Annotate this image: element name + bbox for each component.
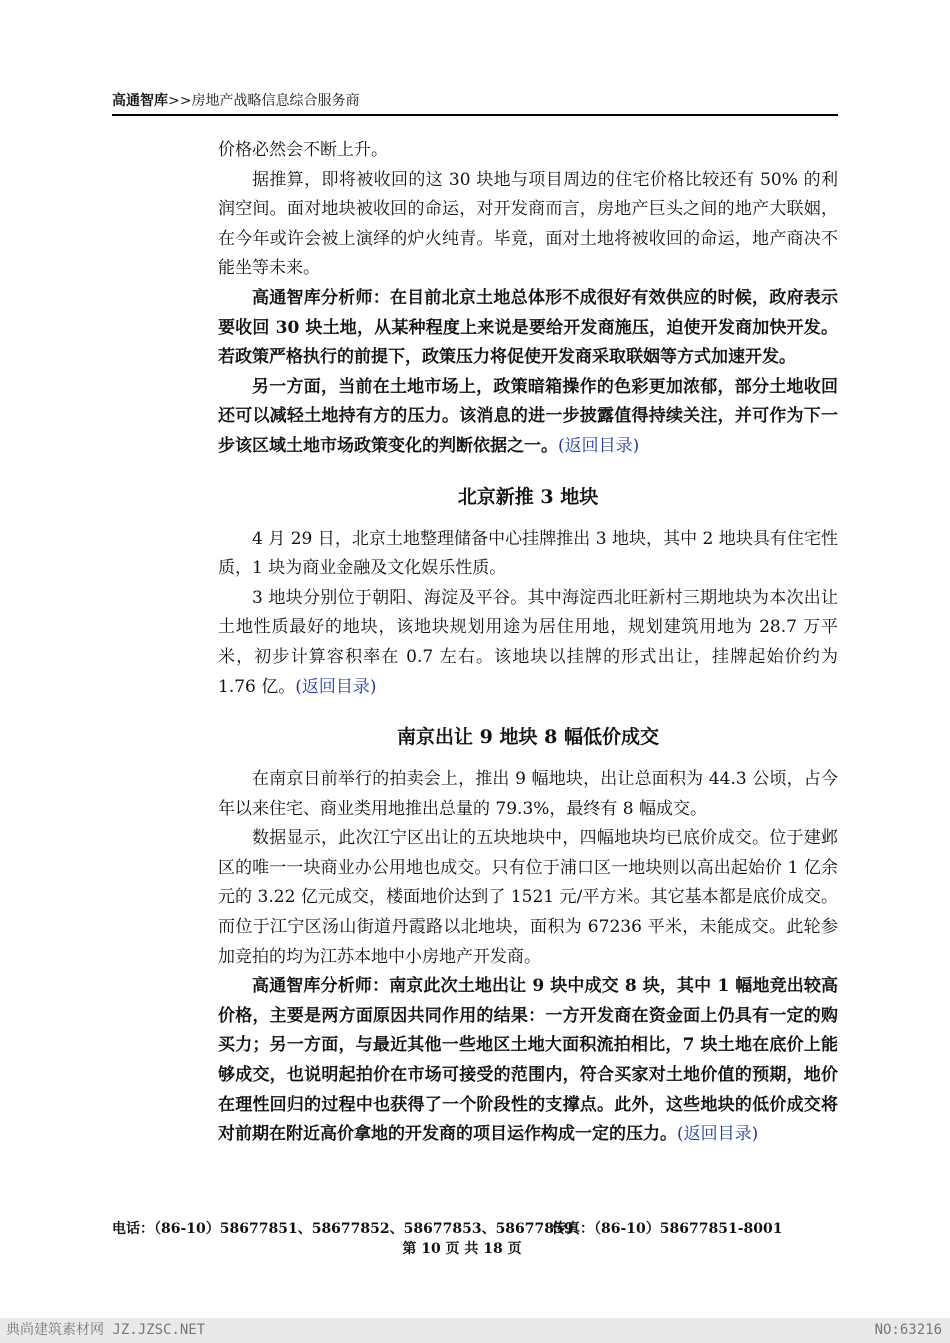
page-number: 第 10 页 共 18 页 — [402, 1241, 522, 1257]
watermark-left: 典尚建筑素材网 JZ.JZSC.NET — [6, 1322, 206, 1338]
header-separator: >> — [168, 93, 192, 109]
beijing-paragraph-2 — [218, 584, 838, 702]
nanjing-paragraph-2: 数据显示，此次江宁区出让的五块地块中，四幅地块均已底价成交。位于建邺区的唯一一块商业办公用地也成交。只有位于浦口区一地块则以高出起始价 1 亿余元的 3.22 亿元成交，楼面地价达到了 1521 元/平方米。其它基本都是底价成交。而位于江宁区汤山街道丹霞路以北地块，面积为 67236 平米，未能成交。此轮参加竞拍的均为江苏本地中小房地产开发商。 — [218, 828, 838, 967]
document-body — [218, 136, 838, 1150]
analyst-paragraph-1: 高通智库分析师：在目前北京土地总体形不成很好有效供应的时候，政府表示要收回 30 块土地，从某种程度上来说是要给开发商施压，迫使开发商加快开发。若政策严格执行的前提下，政策压力将促使开发商采取联姻等方式加速开发。 — [218, 287, 838, 368]
footer-fax: 传真：（86-10）58677851-8001 — [552, 1221, 783, 1237]
intro-paragraph-1: 价格必然会不断上升。 — [218, 140, 388, 160]
nanjing-paragraph-1: 在南京日前举行的拍卖会上，推出 9 幅地块，出让总面积为 44.3 公顷，占今年以来住宅、商业类用地推出总量的 79.3%，最终有 8 幅成交。 — [218, 769, 838, 819]
section-title-nanjing: 南京出让 9 地块 8 幅低价成交 — [397, 726, 659, 749]
beijing-paragraph-2-text: 3 地块分别位于朝阳、海淀及平谷。其中海淀西北旺新村三期地块为本次出让土地性质最好的地块，该地块规划用途为居住用地，规划建筑用地为 28.7 万平米，初步计算容积率在 0.7 左右。该地块以挂牌的形式出让，挂牌起始价约为 1.76 亿。 — [218, 587, 838, 697]
beijing-paragraph-1: 4 月 29 日，北京土地整理储备中心挂牌推出 3 地块，其中 2 地块具有住宅性质，1 块为商业金融及文化娱乐性质。 — [218, 528, 838, 579]
footer-phone: 电话：（86-10）58677851、58677852、58677853、58677859 — [112, 1221, 574, 1237]
section-title-beijing: 北京新推 3 地块 — [457, 485, 599, 508]
back-to-toc-link-3[interactable]: (返回目录) — [677, 1124, 759, 1145]
header-tagline: 房地产战略信息综合服务商 — [191, 93, 360, 109]
header-brand: 高通智库 — [112, 93, 168, 109]
nanjing-analyst-text: 高通智库分析师：南京此次土地出让 9 块中成交 8 块，其中 1 幅地竞出较高价格，主要是两方面原因共同作用的结果：一方开发商在资金面上仍具有一定的购买力；另一方面，与最近其他一些地区土地大面积流拍相比，7 块土地在底价上能够成交，也说明起拍价在市场可接受的范围内，符合买家对土地价值的预期，地价在理性回归的过程中也获得了一个阶段性的支撑点。此外，这些地块的低价成交将对前期在附近高价拿地的开发商的项目运作构成一定的压力。 — [218, 976, 838, 1145]
analyst-paragraph-2 — [218, 373, 838, 462]
back-to-toc-link-2[interactable]: (返回目录) — [295, 676, 377, 697]
watermark-right: NO:63216 — [874, 1322, 942, 1338]
page-header — [112, 90, 838, 112]
back-to-toc-link-1[interactable]: (返回目录) — [558, 435, 640, 456]
intro-paragraph-2: 据推算，即将被收回的这 30 块地与项目周边的住宅价格比较还有 50% 的利润空间。面对地块被收回的命运，对开发商而言，房地产巨头之间的地产大联姻，在今年或许会被上演绎的炉火纯青。毕竟，面对土地将被收回的命运，地产商决不能坐等未来。 — [218, 169, 838, 279]
analyst-paragraph-2-text: 另一方面，当前在土地市场上，政策暗箱操作的色彩更加浓郁，部分土地收回还可以减轻土地持有方的压力。该消息的进一步披露值得持续关注，并可作为下一步该区域土地市场政策变化的判断依据之一。 — [218, 376, 838, 456]
header-divider — [112, 114, 838, 116]
watermark-bar — [0, 1318, 950, 1343]
nanjing-analyst-paragraph — [218, 972, 838, 1150]
